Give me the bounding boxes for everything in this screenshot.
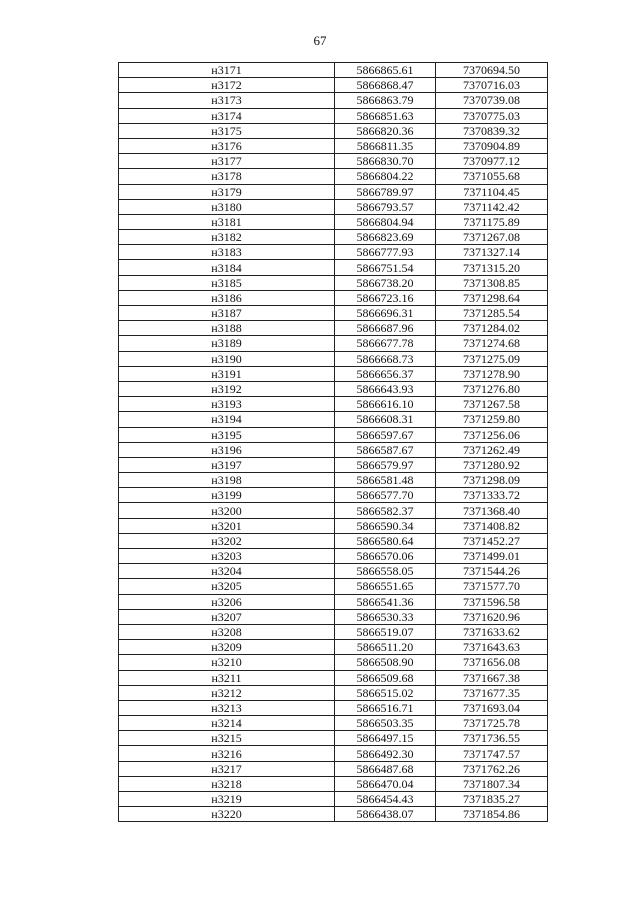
table-row [119, 503, 548, 518]
point-id-cell: н3193 [119, 397, 335, 412]
table-row [119, 655, 548, 670]
table-row [119, 549, 548, 564]
x-coordinate-cell: 5866509.68 [335, 670, 436, 685]
table-row [119, 473, 548, 488]
table-body [119, 63, 548, 822]
x-coordinate-cell: 5866643.93 [335, 381, 436, 396]
point-id-cell: н3209 [119, 640, 335, 655]
x-coordinate-cell: 5866470.04 [335, 776, 436, 791]
table-row [119, 792, 548, 807]
point-id-cell: н3219 [119, 792, 335, 807]
x-coordinate-cell: 5866438.07 [335, 807, 436, 822]
y-coordinate-cell: 7371256.06 [436, 427, 548, 442]
table-row [119, 670, 548, 685]
x-coordinate-cell: 5866597.67 [335, 427, 436, 442]
point-id-cell: н3215 [119, 731, 335, 746]
y-coordinate-cell: 7371596.58 [436, 594, 548, 609]
x-coordinate-cell: 5866541.36 [335, 594, 436, 609]
y-coordinate-cell: 7371055.68 [436, 169, 548, 184]
coordinates-table [118, 62, 548, 822]
y-coordinate-cell: 7371408.82 [436, 518, 548, 533]
table-row [119, 290, 548, 305]
point-id-cell: н3208 [119, 624, 335, 639]
point-id-cell: н3194 [119, 412, 335, 427]
y-coordinate-cell: 7371298.64 [436, 290, 548, 305]
y-coordinate-cell: 7371274.68 [436, 336, 548, 351]
x-coordinate-cell: 5866503.35 [335, 716, 436, 731]
x-coordinate-cell: 5866789.97 [335, 184, 436, 199]
table-row [119, 579, 548, 594]
x-coordinate-cell: 5866515.02 [335, 685, 436, 700]
point-id-cell: н3197 [119, 457, 335, 472]
point-id-cell: н3211 [119, 670, 335, 685]
table-row [119, 700, 548, 715]
y-coordinate-cell: 7371280.92 [436, 457, 548, 472]
x-coordinate-cell: 5866582.37 [335, 503, 436, 518]
x-coordinate-cell: 5866777.93 [335, 245, 436, 260]
table-row [119, 807, 548, 822]
table-row [119, 746, 548, 761]
x-coordinate-cell: 5866487.68 [335, 761, 436, 776]
point-id-cell: н3191 [119, 366, 335, 381]
y-coordinate-cell: 7370775.03 [436, 108, 548, 123]
y-coordinate-cell: 7371656.08 [436, 655, 548, 670]
x-coordinate-cell: 5866656.37 [335, 366, 436, 381]
table-row [119, 245, 548, 260]
y-coordinate-cell: 7371298.09 [436, 473, 548, 488]
table-row [119, 260, 548, 275]
y-coordinate-cell: 7371633.62 [436, 624, 548, 639]
table-row [119, 412, 548, 427]
y-coordinate-cell: 7371544.26 [436, 564, 548, 579]
y-coordinate-cell: 7371333.72 [436, 488, 548, 503]
x-coordinate-cell: 5866590.34 [335, 518, 436, 533]
table-row [119, 93, 548, 108]
point-id-cell: н3195 [119, 427, 335, 442]
table-row [119, 275, 548, 290]
y-coordinate-cell: 7370977.12 [436, 154, 548, 169]
y-coordinate-cell: 7370739.08 [436, 93, 548, 108]
x-coordinate-cell: 5866851.63 [335, 108, 436, 123]
point-id-cell: н3203 [119, 549, 335, 564]
x-coordinate-cell: 5866497.15 [335, 731, 436, 746]
point-id-cell: н3200 [119, 503, 335, 518]
table-row [119, 442, 548, 457]
x-coordinate-cell: 5866823.69 [335, 230, 436, 245]
y-coordinate-cell: 7371667.38 [436, 670, 548, 685]
point-id-cell: н3220 [119, 807, 335, 822]
y-coordinate-cell: 7370839.32 [436, 123, 548, 138]
table-row [119, 108, 548, 123]
table-row [119, 685, 548, 700]
x-coordinate-cell: 5866804.94 [335, 214, 436, 229]
y-coordinate-cell: 7371854.86 [436, 807, 548, 822]
point-id-cell: н3202 [119, 533, 335, 548]
table-row [119, 488, 548, 503]
x-coordinate-cell: 5866616.10 [335, 397, 436, 412]
y-coordinate-cell: 7371807.34 [436, 776, 548, 791]
y-coordinate-cell: 7371577.70 [436, 579, 548, 594]
y-coordinate-cell: 7371308.85 [436, 275, 548, 290]
x-coordinate-cell: 5866587.67 [335, 442, 436, 457]
x-coordinate-cell: 5866865.61 [335, 63, 436, 78]
y-coordinate-cell: 7371762.26 [436, 761, 548, 776]
table-row [119, 457, 548, 472]
x-coordinate-cell: 5866751.54 [335, 260, 436, 275]
table-row [119, 214, 548, 229]
x-coordinate-cell: 5866519.07 [335, 624, 436, 639]
point-id-cell: н3185 [119, 275, 335, 290]
table-row [119, 397, 548, 412]
point-id-cell: н3171 [119, 63, 335, 78]
x-coordinate-cell: 5866804.22 [335, 169, 436, 184]
x-coordinate-cell: 5866723.16 [335, 290, 436, 305]
point-id-cell: н3217 [119, 761, 335, 776]
x-coordinate-cell: 5866811.35 [335, 138, 436, 153]
y-coordinate-cell: 7371285.54 [436, 306, 548, 321]
x-coordinate-cell: 5866863.79 [335, 93, 436, 108]
x-coordinate-cell: 5866793.57 [335, 199, 436, 214]
y-coordinate-cell: 7371104.45 [436, 184, 548, 199]
point-id-cell: н3196 [119, 442, 335, 457]
point-id-cell: н3201 [119, 518, 335, 533]
x-coordinate-cell: 5866530.33 [335, 609, 436, 624]
table-row [119, 731, 548, 746]
point-id-cell: н3187 [119, 306, 335, 321]
y-coordinate-cell: 7371276.80 [436, 381, 548, 396]
point-id-cell: н3190 [119, 351, 335, 366]
x-coordinate-cell: 5866820.36 [335, 123, 436, 138]
y-coordinate-cell: 7371262.49 [436, 442, 548, 457]
point-id-cell: н3174 [119, 108, 335, 123]
x-coordinate-cell: 5866579.97 [335, 457, 436, 472]
point-id-cell: н3178 [119, 169, 335, 184]
table-row [119, 199, 548, 214]
point-id-cell: н3216 [119, 746, 335, 761]
point-id-cell: н3205 [119, 579, 335, 594]
point-id-cell: н3183 [119, 245, 335, 260]
y-coordinate-cell: 7371693.04 [436, 700, 548, 715]
page-number: 67 [313, 33, 327, 48]
point-id-cell: н3172 [119, 78, 335, 93]
table-row [119, 230, 548, 245]
point-id-cell: н3218 [119, 776, 335, 791]
point-id-cell: н3192 [119, 381, 335, 396]
table-row [119, 138, 548, 153]
x-coordinate-cell: 5866738.20 [335, 275, 436, 290]
point-id-cell: н3175 [119, 123, 335, 138]
y-coordinate-cell: 7371327.14 [436, 245, 548, 260]
table-row [119, 63, 548, 78]
point-id-cell: н3199 [119, 488, 335, 503]
y-coordinate-cell: 7370904.89 [436, 138, 548, 153]
x-coordinate-cell: 5866508.90 [335, 655, 436, 670]
point-id-cell: н3213 [119, 700, 335, 715]
y-coordinate-cell: 7371643.63 [436, 640, 548, 655]
x-coordinate-cell: 5866558.05 [335, 564, 436, 579]
x-coordinate-cell: 5866516.71 [335, 700, 436, 715]
y-coordinate-cell: 7371259.80 [436, 412, 548, 427]
x-coordinate-cell: 5866668.73 [335, 351, 436, 366]
table-row [119, 594, 548, 609]
x-coordinate-cell: 5866687.96 [335, 321, 436, 336]
x-coordinate-cell: 5866570.06 [335, 549, 436, 564]
x-coordinate-cell: 5866454.43 [335, 792, 436, 807]
point-id-cell: н3181 [119, 214, 335, 229]
table-row [119, 533, 548, 548]
table-row [119, 564, 548, 579]
table-row [119, 336, 548, 351]
point-id-cell: н3177 [119, 154, 335, 169]
y-coordinate-cell: 7371499.01 [436, 549, 548, 564]
y-coordinate-cell: 7371736.55 [436, 731, 548, 746]
point-id-cell: н3176 [119, 138, 335, 153]
table-row [119, 716, 548, 731]
point-id-cell: н3180 [119, 199, 335, 214]
table-row [119, 609, 548, 624]
table-row [119, 184, 548, 199]
x-coordinate-cell: 5866608.31 [335, 412, 436, 427]
y-coordinate-cell: 7371275.09 [436, 351, 548, 366]
table-row [119, 306, 548, 321]
y-coordinate-cell: 7371142.42 [436, 199, 548, 214]
y-coordinate-cell: 7370694.50 [436, 63, 548, 78]
y-coordinate-cell: 7371267.58 [436, 397, 548, 412]
x-coordinate-cell: 5866696.31 [335, 306, 436, 321]
point-id-cell: н3204 [119, 564, 335, 579]
table-row [119, 351, 548, 366]
table-row [119, 169, 548, 184]
table-row [119, 78, 548, 93]
table-row [119, 154, 548, 169]
x-coordinate-cell: 5866581.48 [335, 473, 436, 488]
y-coordinate-cell: 7371175.89 [436, 214, 548, 229]
y-coordinate-cell: 7371278.90 [436, 366, 548, 381]
point-id-cell: н3188 [119, 321, 335, 336]
y-coordinate-cell: 7371315.20 [436, 260, 548, 275]
x-coordinate-cell: 5866580.64 [335, 533, 436, 548]
y-coordinate-cell: 7371284.02 [436, 321, 548, 336]
y-coordinate-cell: 7371452.27 [436, 533, 548, 548]
table-row [119, 776, 548, 791]
y-coordinate-cell: 7371620.96 [436, 609, 548, 624]
y-coordinate-cell: 7371368.40 [436, 503, 548, 518]
table-row [119, 123, 548, 138]
x-coordinate-cell: 5866551.65 [335, 579, 436, 594]
point-id-cell: н3207 [119, 609, 335, 624]
y-coordinate-cell: 7371747.57 [436, 746, 548, 761]
point-id-cell: н3214 [119, 716, 335, 731]
point-id-cell: н3186 [119, 290, 335, 305]
table-row [119, 366, 548, 381]
x-coordinate-cell: 5866511.20 [335, 640, 436, 655]
y-coordinate-cell: 7371835.27 [436, 792, 548, 807]
y-coordinate-cell: 7371677.35 [436, 685, 548, 700]
x-coordinate-cell: 5866677.78 [335, 336, 436, 351]
x-coordinate-cell: 5866868.47 [335, 78, 436, 93]
point-id-cell: н3210 [119, 655, 335, 670]
point-id-cell: н3173 [119, 93, 335, 108]
table-row [119, 624, 548, 639]
y-coordinate-cell: 7370716.03 [436, 78, 548, 93]
point-id-cell: н3184 [119, 260, 335, 275]
point-id-cell: н3182 [119, 230, 335, 245]
table-row [119, 321, 548, 336]
point-id-cell: н3189 [119, 336, 335, 351]
y-coordinate-cell: 7371267.08 [436, 230, 548, 245]
x-coordinate-cell: 5866577.70 [335, 488, 436, 503]
table-row [119, 640, 548, 655]
y-coordinate-cell: 7371725.78 [436, 716, 548, 731]
x-coordinate-cell: 5866492.30 [335, 746, 436, 761]
table-row [119, 381, 548, 396]
point-id-cell: н3179 [119, 184, 335, 199]
point-id-cell: н3198 [119, 473, 335, 488]
table-row [119, 518, 548, 533]
table-row [119, 427, 548, 442]
point-id-cell: н3206 [119, 594, 335, 609]
table-row [119, 761, 548, 776]
point-id-cell: н3212 [119, 685, 335, 700]
x-coordinate-cell: 5866830.70 [335, 154, 436, 169]
